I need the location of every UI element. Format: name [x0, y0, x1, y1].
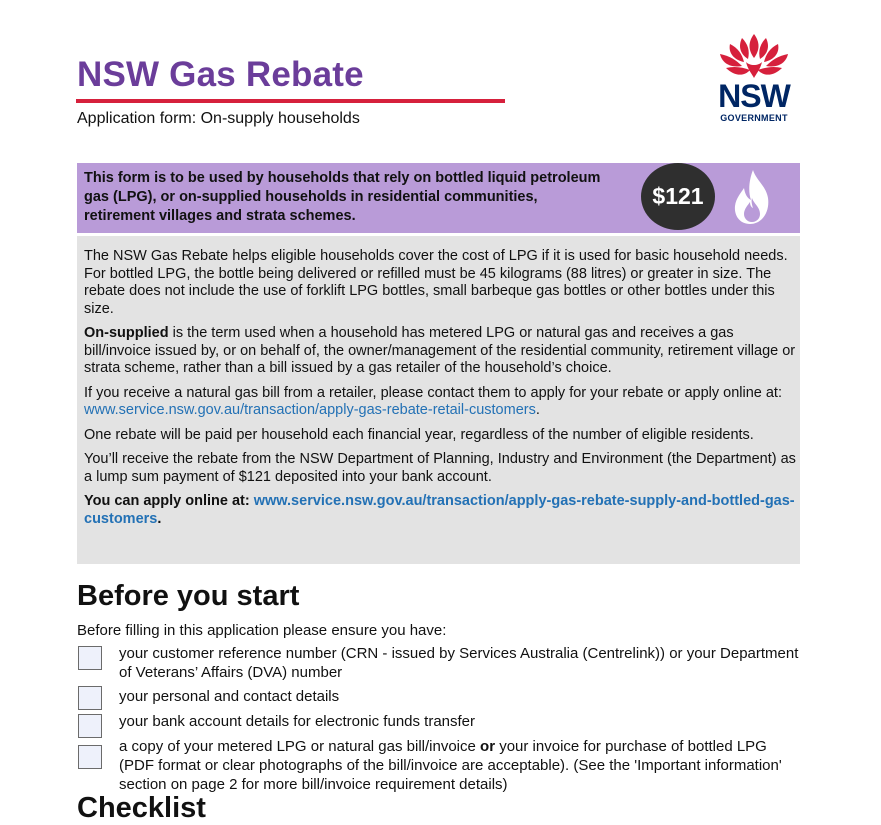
retail-customers-link[interactable]: www.service.nsw.gov.au/transaction/apply-gas-rebate-retail-customers	[84, 402, 536, 418]
checkbox[interactable]	[78, 745, 102, 769]
checkbox[interactable]	[78, 646, 102, 670]
checklist-heading: Checklist	[77, 792, 206, 824]
title-underline	[76, 99, 505, 103]
checkbox-label: your bank account details for electronic funds transfer	[119, 713, 476, 730]
info-paragraph: You’ll receive the rebate from the NSW Department of Planning, Industry and Environment (the Department) as a lump sum payment of $121 deposited into your bank account.	[84, 451, 796, 485]
logo-text: NSW	[718, 78, 790, 114]
page-title: NSW Gas Rebate	[77, 55, 364, 94]
logo-subtext: GOVERNMENT	[720, 113, 788, 123]
checkbox-label: your customer reference number (CRN - issued by Services Australia (Centrelink)) or your Department of Veterans’ Affairs (DVA) number	[119, 645, 799, 681]
info-text	[84, 248, 796, 535]
checkbox[interactable]	[78, 686, 102, 710]
rebate-amount-badge: $121	[641, 163, 715, 230]
info-paragraph: On-supplied is the term used when a household has metered LPG or natural gas and receives a gas bill/invoice issued by, or on behalf of, the owner/management of the residential community, retirement village or strata scheme, rather than a bill issued by a gas retailer of the household’s choice.	[84, 325, 796, 376]
checkbox-label: your personal and contact details	[119, 688, 340, 705]
nsw-government-logo	[708, 32, 800, 132]
info-paragraph: One rebate will be paid per household each financial year, regardless of the number of eligible residents.	[84, 426, 754, 443]
checkbox-label: a copy of your metered LPG or natural gas bill/invoice or your invoice for purchase of bottled LPG (PDF format or clear photographs of the bill/invoice are acceptable). (See the 'Important information' section on page 2 for more bill/invoice requirement details)	[119, 738, 782, 793]
checkbox[interactable]	[78, 714, 102, 738]
banner-text: This form is to be used by households that rely on bottled liquid petroleum gas (LPG), or on-supplied households in residential communities, retirement villages and strata schemes.	[84, 170, 601, 224]
before-you-start-heading: Before you start	[77, 580, 300, 612]
info-paragraph: You can apply online at: www.service.nsw.gov.au/transaction/apply-gas-rebate-supply-and-bottled-gas-customers.	[84, 493, 795, 527]
flame-icon	[730, 168, 776, 226]
info-paragraph: The NSW Gas Rebate helps eligible households cover the cost of LPG if it is used for basic household needs. For bottled LPG, the bottle being delivered or refilled must be 45 kilograms (88 litres) or greater in size. The rebate does not include the use of forklift LPG bottles, small barbeque gas bottles or other bottles under this size.	[84, 248, 788, 317]
waratah-icon	[708, 32, 800, 80]
apply-online-link[interactable]: www.service.nsw.gov.au/transaction/apply-gas-rebate-supply-and-bottled-gas-customers	[84, 493, 795, 527]
before-you-start-intro: Before filling in this application please ensure you have:	[77, 622, 447, 639]
page-subtitle: Application form: On-supply households	[77, 110, 360, 127]
info-paragraph: If you receive a natural gas bill from a retailer, please contact them to apply for your rebate or apply online at: www.service.nsw.gov.au/transaction/apply-gas-rebate-retail-customers.	[84, 384, 782, 418]
